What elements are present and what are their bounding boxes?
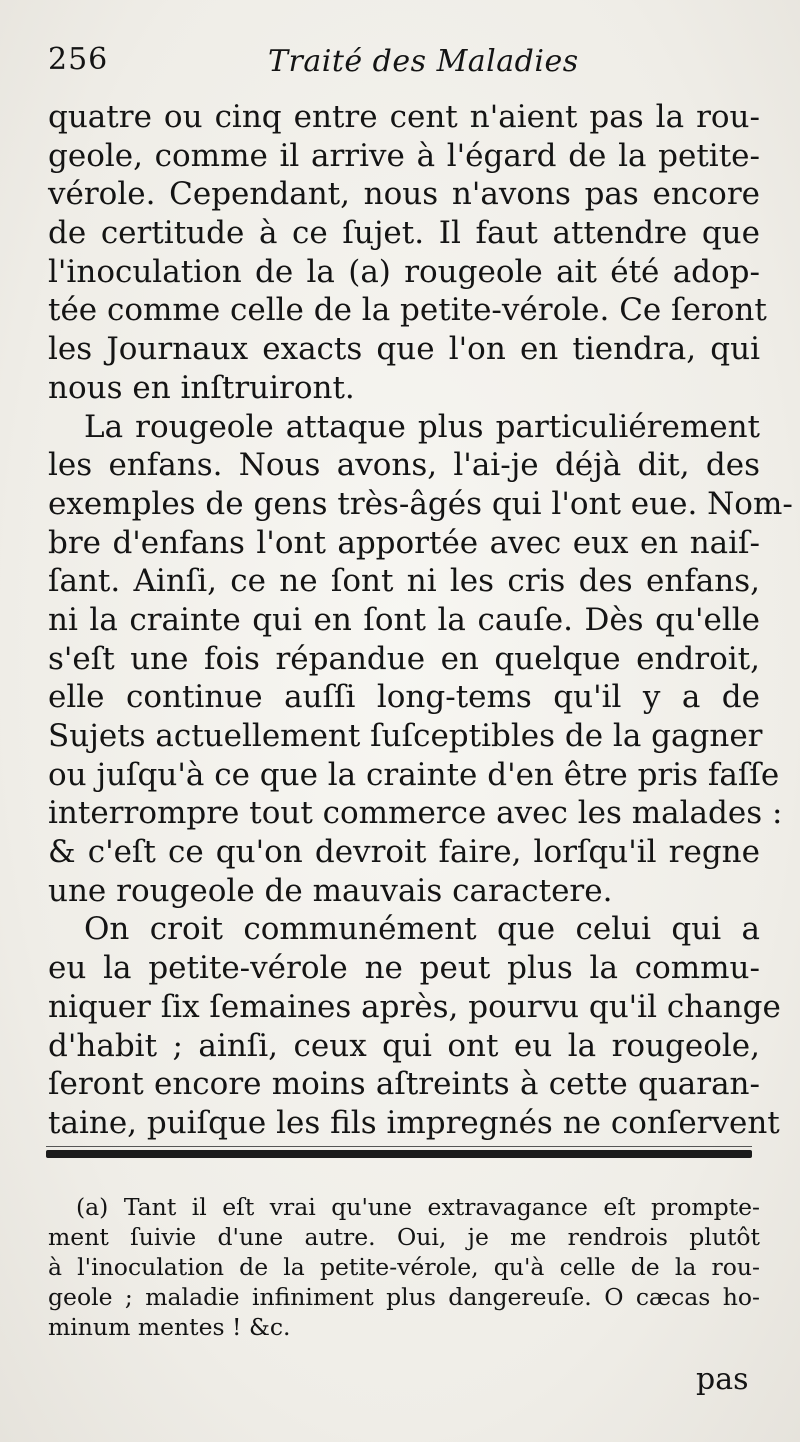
footnote-line: ment ſuivie d'une autre. Oui, je me rendrois plutôt: [48, 1223, 760, 1251]
text-line: s'eſt une fois répandue en quelque endroit,: [48, 640, 760, 677]
text-line: une rougeole de mauvais caractere.: [48, 872, 613, 909]
text-line: de certitude à ce ſujet. Il faut attendre que: [48, 215, 760, 252]
text-line: eu la petite-vérole ne peut plus la commu-: [48, 950, 760, 987]
text-line: ni la crainte qui en ſont la cauſe. Dès qu'elle: [48, 601, 760, 638]
text-line: La rougeole attaque plus particuliérement: [84, 408, 760, 445]
text-line: l'inoculation de la (a) rougeole ait été adop-: [48, 253, 760, 290]
main-text: [48, 98, 793, 1143]
text-line: bre d'enfans l'ont apportée avec eux en naiſ-: [48, 524, 760, 561]
text-line: les enfans. Nous avons, l'ai-je déjà dit, des: [48, 447, 760, 484]
text-line: nous en inſtruiront.: [48, 369, 355, 406]
text-line: exemples de gens très-âgés qui l'ont eue. Nom-: [48, 485, 793, 522]
text-line: & c'eſt ce qu'on devroit faire, lorſqu'il regne: [48, 834, 760, 871]
footnote-divider: [46, 1150, 752, 1158]
footnote: [48, 1192, 760, 1342]
text-line: Sujets actuellement ſuſceptibles de la gagner: [48, 718, 763, 754]
footnote-line: (a) Tant il eſt vrai qu'une extravagance eſt prompte-: [76, 1193, 760, 1221]
text-line: tée comme celle de la petite-vérole. Ce ſeront: [48, 292, 767, 329]
text-line: geole, comme il arrive à l'égard de la petite-: [48, 137, 760, 174]
running-title: Traité des Maladies: [268, 44, 579, 79]
footnote-divider-hairline: [46, 1146, 752, 1147]
running-head: [48, 42, 760, 86]
page-number: 256: [48, 42, 109, 77]
text-line: d'habit ; ainſi, ceux qui ont eu la rougeole,: [48, 1027, 760, 1064]
footnote-line: geole ; maladie infiniment plus dangereuſe. O cæcas ho-: [48, 1283, 760, 1311]
text-line: taine, puiſque les fils impregnés ne conſervent: [48, 1104, 780, 1141]
footnote-line: minum mentes ! &c.: [48, 1313, 291, 1341]
text-line: On croit communément que celui qui a: [84, 911, 760, 948]
footnote-line: à l'inoculation de la petite-vérole, qu'à celle de la rou-: [48, 1253, 760, 1281]
text-line: ou juſqu'à ce que la crainte d'en être pris faſſe: [48, 756, 780, 793]
text-line: quatre ou cinq entre cent n'aient pas la rou-: [48, 99, 760, 135]
text-line: les Journaux exacts que l'on en tiendra, qui: [48, 331, 760, 368]
text-line: ſeront encore moins aſtreints à cette quaran-: [48, 1066, 760, 1103]
text-line: niquer ſix ſemaines après, pourvu qu'il change: [48, 988, 781, 1025]
text-line: interrompre tout commerce avec les malades :: [48, 795, 783, 832]
text-line: elle continue auſſi long-tems qu'il y a de: [48, 679, 760, 716]
text-line: vérole. Cependant, nous n'avons pas encore: [48, 176, 760, 213]
text-line: ſant. Ainſi, ce ne ſont ni les cris des enfans,: [48, 563, 760, 600]
catchword: pas: [696, 1362, 749, 1397]
